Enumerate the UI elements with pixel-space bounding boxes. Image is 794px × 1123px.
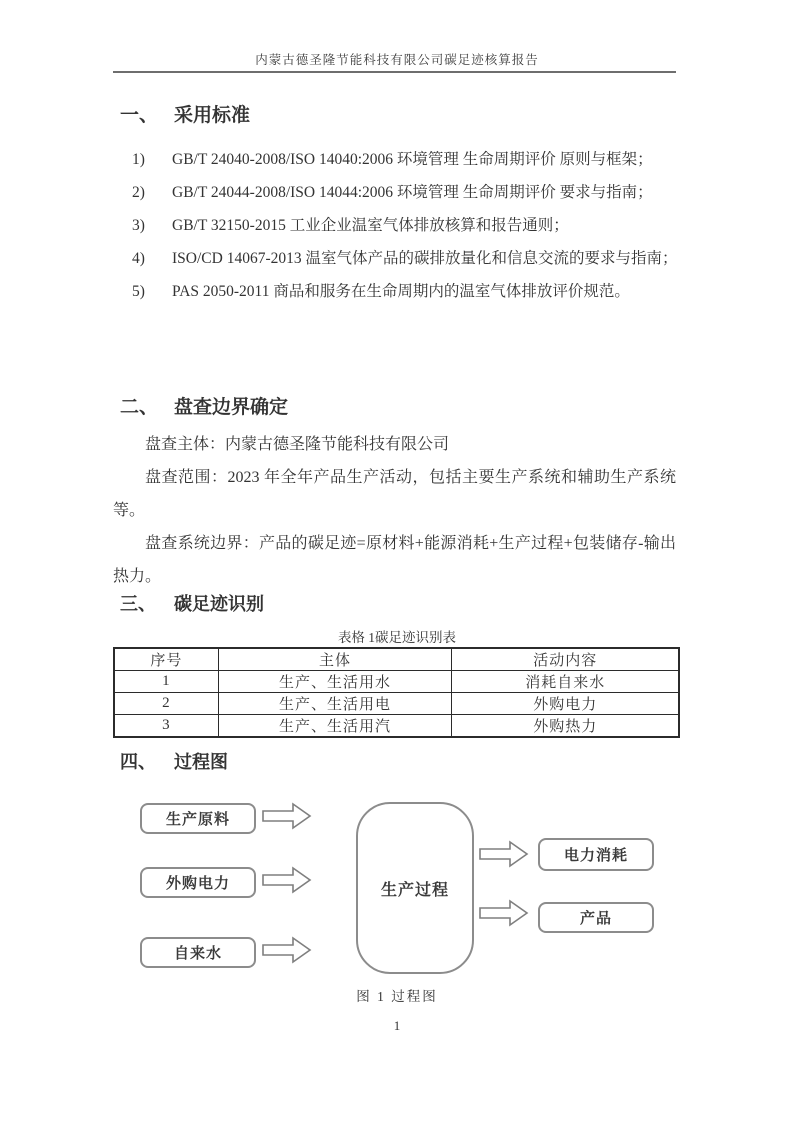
list-item-number: 4) <box>132 250 145 267</box>
list-item-text: ISO/CD 14067-2013 温室气体产品的碳排放量化和信息交流的要求与指南； <box>172 250 678 267</box>
paragraph-subject: 盘查主体：内蒙古德圣隆节能科技有限公司 <box>145 436 450 453</box>
section-2-heading <box>120 392 288 419</box>
list-item <box>132 209 678 242</box>
list-item <box>132 242 678 275</box>
header-divider <box>113 71 676 73</box>
section-1-heading <box>120 100 250 127</box>
diagram-node-purchased-electricity: 外购电力 <box>140 867 256 898</box>
table-cell: 2 <box>114 693 218 715</box>
list-item-text: GB/T 32150-2015 工业企业温室气体排放核算和报告通则； <box>172 217 569 234</box>
list-item <box>132 143 678 176</box>
list-item-number: 3) <box>132 217 145 234</box>
right-arrow-icon <box>262 866 312 894</box>
table-row <box>114 671 679 693</box>
paragraph-system-boundary: 盘查系统边界：产品的碳足迹=原材料+能源消耗+生产过程+包装储存-输出热力。 <box>113 535 676 585</box>
right-arrow-icon <box>479 840 529 868</box>
list-item-text: GB/T 24044-2008/ISO 14044:2006 环境管理 生命周期评价 要求与指南； <box>172 184 653 201</box>
figure-caption: 图 1 过程图 <box>356 989 438 1004</box>
list-item <box>132 275 678 308</box>
section-1-title: 采用标准 <box>174 105 251 126</box>
section-2-number: 二、 <box>120 397 159 418</box>
standards-list <box>132 143 678 308</box>
diagram-node-tap-water: 自来水 <box>140 937 256 968</box>
table-cell: 外购热力 <box>452 715 679 738</box>
section-1-number: 一、 <box>120 105 159 126</box>
diagram-node-product: 产品 <box>538 902 654 933</box>
table-header-cell: 主体 <box>218 648 452 671</box>
table-header-cell: 序号 <box>114 648 218 671</box>
running-header: 内蒙古德圣隆节能科技有限公司碳足迹核算报告 <box>255 53 539 67</box>
section-4-heading <box>120 748 228 774</box>
table-cell: 1 <box>114 671 218 693</box>
diagram-node-production-process: 生产过程 <box>356 802 474 974</box>
section-3-heading <box>120 590 264 616</box>
list-item-text: PAS 2050-2011 商品和服务在生命周期内的温室气体排放评价规范。 <box>172 283 630 300</box>
table-header-cell: 活动内容 <box>452 648 679 671</box>
table-cell: 3 <box>114 715 218 738</box>
section-3-title: 碳足迹识别 <box>174 594 264 614</box>
diagram-node-raw-materials: 生产原料 <box>140 803 256 834</box>
list-item-number: 5) <box>132 283 145 300</box>
list-item-text: GB/T 24040-2008/ISO 14040:2006 环境管理 生命周期评价 原则与框架； <box>172 151 653 168</box>
section-4-title: 过程图 <box>174 752 228 772</box>
page-number: 1 <box>393 1018 401 1033</box>
right-arrow-icon <box>262 936 312 964</box>
list-item-number: 2) <box>132 184 145 201</box>
section-4-number: 四、 <box>120 752 156 772</box>
table-header-row <box>114 648 679 671</box>
list-item-number: 1) <box>132 151 145 168</box>
table-cell: 消耗自来水 <box>452 671 679 693</box>
footprint-identification-table <box>113 647 680 738</box>
section-2-title: 盘查边界确定 <box>174 397 289 418</box>
section-3-number: 三、 <box>120 594 156 614</box>
paragraph-scope: 盘查范围：2023 年全年产品生产活动，包括主要生产系统和辅助生产系统等。 <box>113 469 676 519</box>
table-cell: 生产、生活用水 <box>218 671 452 693</box>
table-cell: 生产、生活用电 <box>218 693 452 715</box>
table-caption: 表格 1碳足迹识别表 <box>337 630 457 645</box>
right-arrow-icon <box>479 899 529 927</box>
list-item <box>132 176 678 209</box>
table-cell: 生产、生活用汽 <box>218 715 452 738</box>
table-cell: 外购电力 <box>452 693 679 715</box>
table-row <box>114 715 679 738</box>
table-row <box>114 693 679 715</box>
diagram-node-electricity-consumption: 电力消耗 <box>538 838 654 871</box>
right-arrow-icon <box>262 802 312 830</box>
